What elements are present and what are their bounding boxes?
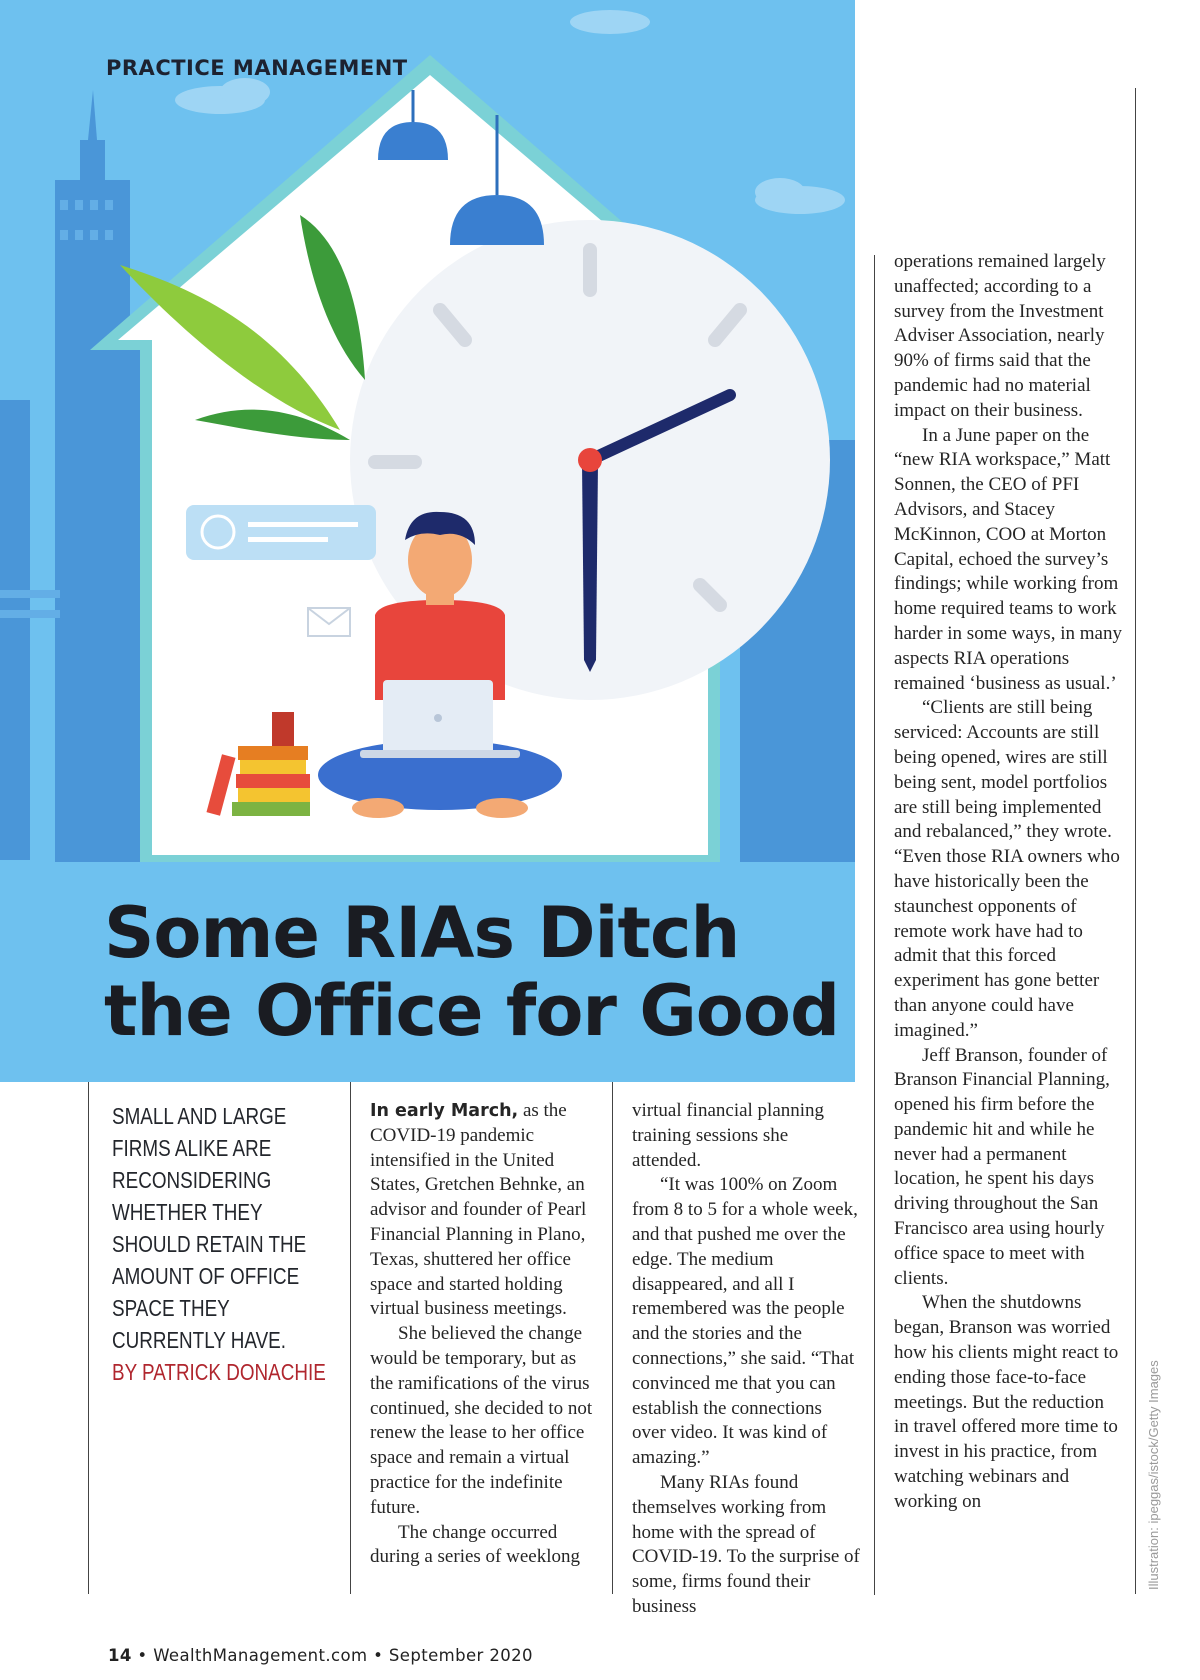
- paragraph: She believed the change would be temporary, but as the ramifications of the virus continued, she decided to not renew the lease to her office space and remain a virtual practice for the indefinite future.: [370, 1323, 593, 1518]
- illustration-credit: Illustration: ipeggas/istock/Getty Images: [1146, 1360, 1161, 1590]
- chat-bubble: [186, 505, 376, 560]
- hero-illustration: [0, 0, 855, 1082]
- footer-text: • WealthManagement.com • September 2020: [131, 1646, 533, 1665]
- page-footer: [108, 1646, 533, 1665]
- paragraph: “Clients are still being serviced: Accounts are still being opened, wires are still being sent, model portfolios are still being implemented and rebalanced,” they wrote. “Even those RIA owners who have historically been the staunchest opponents of remote work have had to admit that this forced experiment has gone better than anyone could have imagined.”: [894, 697, 1120, 1041]
- paragraph: In a June paper on the “new RIA workspace,” Matt Sonnen, the CEO of PFI Advisors, and Stacey McKinnon, COO at Morton Capital, echoed the survey’s findings; while working from home required teams to work harder in some ways, in many aspects RIA operations remained ‘business as usual.’: [894, 424, 1122, 694]
- article-headline: [104, 894, 844, 1050]
- column-rule: [350, 1082, 351, 1594]
- text-column-1: [370, 1099, 598, 1570]
- paragraph: operations remained largely unaffected; according to a survey from the Investment Adviser Association, nearly 90% of firms said that the pandemic had no material impact on their business.: [894, 251, 1106, 421]
- article-deck: [112, 1100, 342, 1388]
- lead-in: In early March,: [370, 1101, 519, 1121]
- deck-text: SMALL AND LARGE FIRMS ALIKE ARE RECONSIDERING WHETHER THEY SHOULD RETAIN THE AMOUNT OF OFFICE SPACE THEY CURRENTLY HAVE.: [112, 1103, 307, 1353]
- text-column-3: [894, 250, 1122, 1515]
- paragraph: [370, 1099, 598, 1322]
- byline: BY PATRICK DONACHIE: [112, 1359, 326, 1385]
- column-rule: [612, 1082, 613, 1594]
- paragraph: When the shutdowns began, Branson was worried how his clients might react to ending those face-to-face meetings. But the reduction in travel offered more time to invest in his practice, from watching webinars and working on: [894, 1292, 1119, 1512]
- paragraph-text: as the COVID-19 pandemic intensified in the United States, Gretchen Behnke, an advisor and founder of Pearl Financial Planning in Plano, Texas, shuttered her office space and started holding virtual business meetings.: [370, 1100, 587, 1320]
- paragraph: virtual financial planning training sessions she attended.: [632, 1100, 825, 1171]
- column-rule: [874, 255, 875, 1595]
- paragraph: The change occurred during a series of weeklong: [370, 1521, 580, 1568]
- page-number: 14: [108, 1646, 132, 1665]
- paragraph: Jeff Branson, founder of Branson Financial Planning, opened his firm before the pandemic hit and while he never had a permanent location, he spent his days driving throughout the San Francisco area using hourly office space to meet with clients.: [894, 1044, 1110, 1289]
- section-label: PRACTICE MANAGEMENT: [106, 56, 408, 80]
- column-rule: [1135, 88, 1136, 1594]
- paragraph: “It was 100% on Zoom from 8 to 5 for a whole week, and that pushed me over the edge. The medium disappeared, and all I remembered was the people and the stories and the connections,” she said. “That convinced me that you can establish the connections over video. It was kind of amazing.”: [632, 1174, 858, 1469]
- headline-line-2: the Office for Good: [104, 970, 840, 1052]
- column-rule: [88, 1082, 89, 1594]
- headline-line-1: Some RIAs Ditch: [104, 892, 740, 974]
- paragraph: Many RIAs found themselves working from home with the spread of COVID-19. To the surprise of some, firms found their business: [632, 1471, 860, 1617]
- clock-hour-hand: [582, 462, 598, 672]
- text-column-2: [632, 1099, 860, 1620]
